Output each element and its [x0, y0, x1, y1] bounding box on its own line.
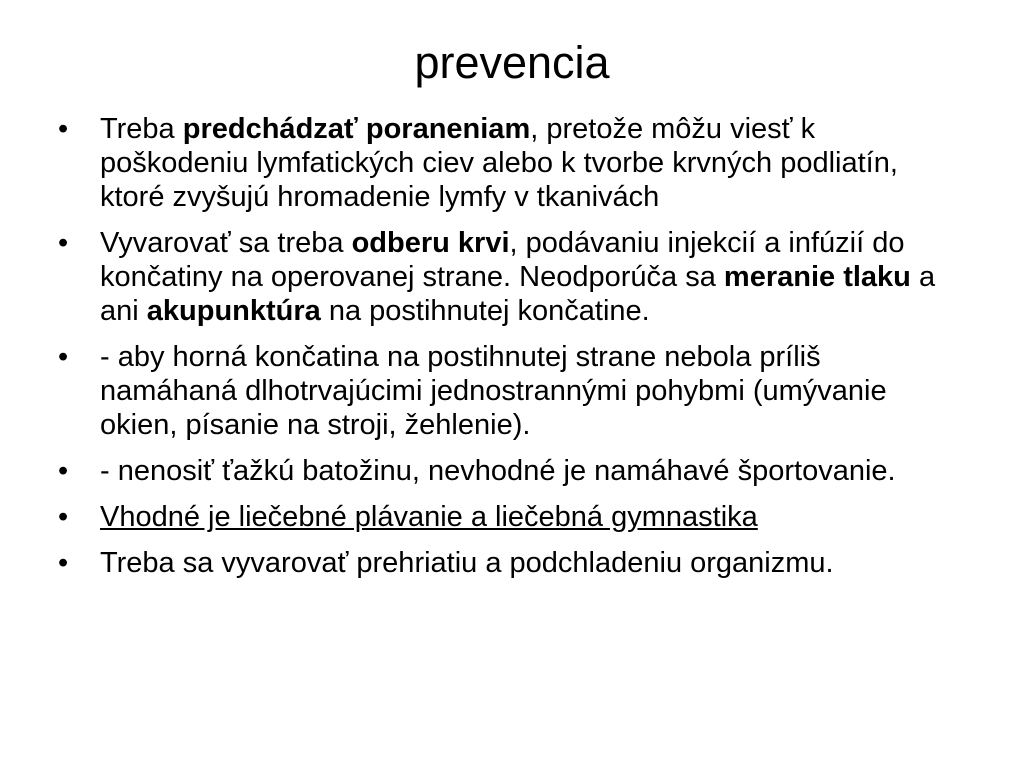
bullet-text-part: a ani: [100, 261, 936, 327]
bullet-text-part: , pretože môžu viesť k poškodeniu lymfatických ciev alebo k tvorbe krvných podliatín, ktoré zvyšujú hromadenie lymfy v tkanivách: [100, 113, 898, 213]
bullet-dot: •: [58, 113, 69, 145]
bold-text: predchádzať poraneniam: [182, 113, 531, 145]
bullet-dot: •: [58, 341, 69, 373]
bullet-dot: •: [58, 501, 69, 533]
bullet-text-part: - nenosiť ťažkú batožinu, nevhodné je namáhavé športovanie.: [100, 455, 896, 487]
bullet-dot: •: [58, 455, 69, 487]
bullet-text-part: Vyvarovať sa treba: [100, 227, 352, 259]
bullet-text-part: Treba: [100, 113, 183, 145]
bullet-text-part: Treba sa vyvarovať prehriatiu a podchladeniu organizmu.: [100, 547, 834, 579]
bullet-item-1: [58, 112, 958, 214]
bullet-item-6: [58, 546, 958, 580]
bullet-text-part: - aby horná končatina na postihnutej strane nebola príliš namáhaná dlhotrvajúcimi jednostrannými pohybmi (umývanie okien, písanie na stroji, žehlenie).: [100, 341, 887, 441]
bullet-item-5: [58, 500, 958, 534]
slide-title: prevencia: [414, 37, 610, 88]
bold-text: akupunktúra: [146, 295, 321, 327]
bullet-dot: •: [58, 547, 69, 579]
bold-text: meranie tlaku: [723, 261, 911, 293]
bullet-text-part: na postihnutej končatine.: [320, 295, 650, 327]
underlined-text: Vhodné je liečebné plávanie a liečebná gymnastika: [100, 501, 758, 533]
bullet-text-part: , podávaniu injekcií a infúzií do končatiny na operovanej strane. Neodporúča sa: [100, 227, 905, 293]
bullet-item-3: [58, 340, 958, 442]
bullet-item-2: [58, 226, 958, 328]
bullet-item-4: [58, 454, 958, 488]
bold-text: odberu krvi: [351, 227, 510, 259]
bullet-dot: •: [58, 227, 69, 259]
bullet-list: [58, 112, 958, 592]
